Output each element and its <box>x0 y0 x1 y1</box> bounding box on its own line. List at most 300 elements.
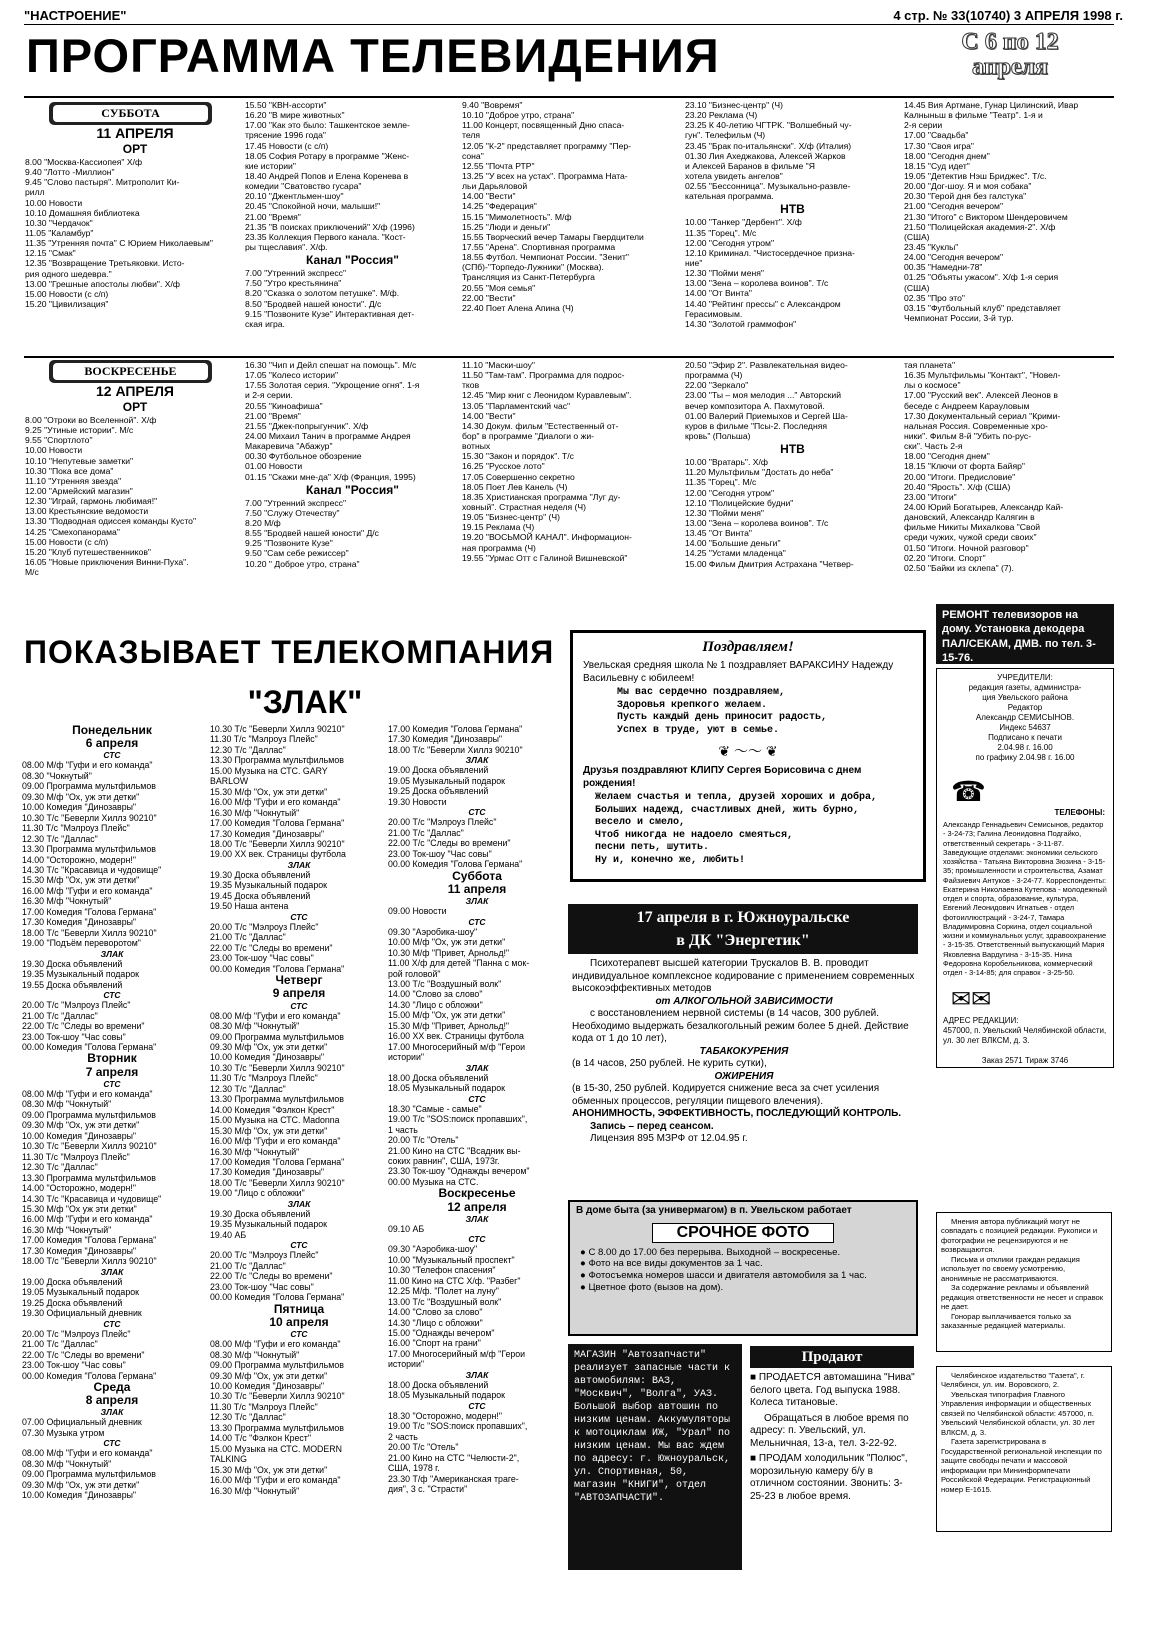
program-line: 08.00 М/ф "Гуфи и его команда" <box>210 1010 341 1021</box>
zlak-list <box>388 724 566 1495</box>
program-line: 00.00 Музыка на СТС. <box>388 1176 479 1187</box>
program-line: фильме Никиты Михалкова "Свой <box>904 522 1041 533</box>
program-line: Герасимовым. <box>685 308 743 319</box>
program-line: 23.20 Реклама (Ч) <box>685 110 758 121</box>
program-line: 01.00 Новости <box>245 461 303 472</box>
event-p3: (в 14 часов, 250 рублей. Не курить сутки), <box>572 1058 767 1069</box>
program-line: 10.00 Комедия "Динозавры" <box>22 1130 137 1141</box>
program-line: 9.50 "Сам себе режиссер" <box>245 548 349 559</box>
channel-label: ЗЛАК <box>287 859 311 870</box>
program-line: 18.35 Христианская программа "Луг ду- <box>462 491 621 502</box>
program-line: 20.55 "Киноафиша" <box>245 400 323 411</box>
program-line: США, 1978 г. <box>388 1463 440 1474</box>
day-heading: 9 апреля <box>272 986 326 1001</box>
channel-label: СТС <box>290 1000 308 1011</box>
program-line: соких равнин", США, 1973г. <box>388 1155 500 1166</box>
zlak-list <box>210 724 388 1496</box>
program-line: 02.35 "Про это" <box>904 292 965 303</box>
program-line: 16.30 М/ф "Чокнутый" <box>22 1224 112 1235</box>
program-line: 19.35 Музыкальный подарок <box>210 880 327 891</box>
program-line: 11.10 "Утренняя звезда" <box>25 475 122 486</box>
program-line: 8.50 "Бродвей нашей юности". Д/с <box>245 298 382 309</box>
program-line: 19.30 Официальный дневник <box>22 1308 142 1319</box>
program-line: 15.20 "Цивилизация" <box>25 298 109 309</box>
program-line: истории" <box>388 1359 424 1370</box>
program-list <box>25 415 245 577</box>
opinion-p1: Мнения автора публикаций могут не совпадать с позицией редакции. Рукописи и фотографии не рецензируются и не возвращаются. <box>941 1217 1098 1255</box>
program-line: 10.00 М/ф "Ох, уж эти детки" <box>388 937 506 948</box>
program-line: ская игра. <box>245 318 285 329</box>
program-line: 10.00 "Танкер "Дербент". Х/ф <box>685 217 802 228</box>
program-line: 13.00 "Грешные апостолы любви". Х/ф <box>25 278 180 289</box>
program-line: 00.00 Комедия "Голова Германа" <box>210 963 345 974</box>
program-line: 22.00 "Вести" <box>462 292 516 303</box>
program-line: 12.00 "Сегодня утром" <box>685 487 775 498</box>
program-line: 12.30 Т/с "Даллас" <box>210 744 286 755</box>
program-line: 08.30 "Чокнутый" <box>22 770 92 781</box>
program-line: 23.00 Ток-шоу "Час совы" <box>22 1031 126 1042</box>
program-line: 7.00 "Утренний экспресс" <box>245 268 346 279</box>
program-line: 9.55 "Спортлото" <box>25 435 93 446</box>
program-line: 17.00 Многосерийный м/ф "Герои <box>388 1348 526 1359</box>
program-line: 17.30 Комедия "Динозавры" <box>22 1245 137 1256</box>
program-line: 21.00 "Сегодня вечером" <box>904 201 1004 212</box>
program-line: 19.45 Доска объявлений <box>210 890 311 901</box>
program-line: 02.50 "Байки из склепа" (7). <box>904 562 1014 573</box>
program-line: льи Дарьяловой <box>462 181 528 192</box>
program-line: 14.00 "Слово за слово" <box>388 1307 483 1318</box>
program-line: 14.00 "Осторожно, модерн!" <box>22 854 136 865</box>
program-line: 20.40 "Ярость". Х/ф (США) <box>904 481 1011 492</box>
program-line: 7.50 "Служу Отечеству" <box>245 507 340 518</box>
program-line: 01.50 "Итоги. Ночной разговор" <box>904 542 1029 553</box>
program-line: 00.00 Комедия "Голова Германа" <box>22 1370 157 1381</box>
program-line: 24.00 Юрий Богатырев, Александр Кай- <box>904 501 1064 512</box>
sun-col-2 <box>245 360 460 569</box>
event-head-2: в ДК "Энергетик" <box>676 932 810 950</box>
program-line: 13.30 Программа мультфильмов <box>210 1422 344 1433</box>
sun-col-3 <box>462 360 682 563</box>
program-line: УЧРЕДИТЕЛИ: <box>997 673 1053 682</box>
program-line: 18.00 Т/с "Беверли Хиллз 90210" <box>210 1177 345 1188</box>
program-line: 15.30 М/ф "Ох, уж эти детки" <box>210 1125 328 1136</box>
program-line: 21.50 "Полицейская академия-2". Х/ф <box>904 221 1056 232</box>
program-line: среди чужих, чужой среди своих" <box>904 532 1037 543</box>
program-line: 23.00 Ток-шоу "Час совы" <box>388 848 492 859</box>
program-line: 18.00 Доска объявлений <box>388 1379 489 1390</box>
program-line: лы о космосе" <box>904 380 961 391</box>
program-line: 9.25 "Утиные истории". М/с <box>25 425 134 436</box>
program-line: 15.15 "Мимолетность". М/ф <box>462 211 572 222</box>
program-list <box>462 100 682 313</box>
program-line: 14.00 "Вести" <box>462 410 516 421</box>
day-heading: Четверг <box>275 973 323 988</box>
program-line: и Алексей Баранов в фильме "Я <box>685 160 815 171</box>
sat-col-5 <box>904 100 1114 323</box>
sale-item-2-text: ПРОДАМ холодильник "Полюс", морозильную камеру б/у в отличном состоянии. Звонить: 3-25-23 в любое время. <box>750 1453 908 1502</box>
program-line: 11.00 Х/ф для детей "Панна с мок- <box>388 958 530 969</box>
photo-intro: В доме быта (за универмагом) в п. Увельском работает <box>576 1205 852 1216</box>
program-line: 16.35 Мультфильмы "Контакт", "Новел- <box>904 370 1061 381</box>
address <box>937 1014 1113 1068</box>
channel-name: ОРТ <box>122 400 148 414</box>
program-list <box>245 498 460 569</box>
program-line: 19.35 Музыкальный подарок <box>22 969 139 980</box>
program-line: 9.40 "Вовремя" <box>462 100 523 110</box>
program-line: 22.40 Поет Алена Апина (Ч) <box>462 302 574 313</box>
program-line: 8.20 "Сказка о золотом петушке". М/ф. <box>245 288 400 299</box>
program-line: 18.05 Музыкальный подарок <box>388 1083 505 1094</box>
program-line: 18.30 "Самые - самые" <box>388 1103 482 1114</box>
program-line: 2 часть <box>388 1431 418 1442</box>
program-line: Калныньш в фильме "Театр". 1-я и <box>904 110 1043 121</box>
photo-ad <box>568 1200 918 1336</box>
program-line: вотных <box>462 441 491 452</box>
program-line: 14.40 "Рейтинг прессы" с Александром <box>685 298 841 309</box>
program-line: Здоровья крепкого желаем. <box>617 699 768 711</box>
program-line: 20.00 Т/с "Отель" <box>388 1442 459 1453</box>
program-line: программа (Ч) <box>685 370 743 381</box>
program-line: гун". Телефильм (Ч) <box>685 130 766 141</box>
program-line: 11.35 "Горец". М/с <box>685 227 757 238</box>
channel-label: СТС <box>468 1400 486 1411</box>
program-line: 10.00 Комедия "Динозавры" <box>210 1052 325 1063</box>
program-line: 16.30 "Чип и Дейл спешат на помощь". М/с <box>245 360 417 370</box>
publisher-box <box>936 1366 1112 1532</box>
day-heading: Среда <box>93 1379 131 1394</box>
program-line: хотела увидеть ангелов" <box>685 170 783 181</box>
program-line: 14.30 Т/с "Красавица и чудовище" <box>22 1193 162 1204</box>
day-band <box>49 102 212 125</box>
opinion-p2: Письма и отклики граждан редакция использует по своему усмотрению, анонимные не рассматриваются. <box>941 1254 1080 1283</box>
program-line: 23.25 К 40-летию ЧГТРК. "Волшебный чу- <box>685 120 852 131</box>
program-line: 08.00 М/ф "Гуфи и его команда" <box>210 1339 341 1350</box>
program-line: и 2-я серии. <box>245 390 293 401</box>
envelope-icon: ✉✉ <box>951 986 992 1014</box>
program-line: 23.00 Ток-шоу "Час совы" <box>22 1360 126 1371</box>
program-line: ники". Фильм 8-й "Убить по-рус- <box>904 430 1032 441</box>
program-line: бор" в программе "Диалоги о жи- <box>462 430 595 441</box>
program-line: 09.30 "Аэробика-шоу" <box>388 1244 478 1255</box>
program-line: 00.35 "Намедни-78" <box>904 262 983 273</box>
program-line: 14.30 "Лицо с обложки" <box>388 1317 483 1328</box>
founders <box>937 669 1113 763</box>
program-line: 16.00 М/ф "Гуфи и его команда" <box>22 885 153 896</box>
address-title: АДРЕС РЕДАКЦИИ: <box>943 1016 1019 1026</box>
program-line: 21.00 Т/с "Даллас" <box>388 827 464 838</box>
program-line: 14.30 Докум. фильм "Естественный от- <box>462 420 619 431</box>
program-line: 19.30 Доска объявлений <box>210 870 311 880</box>
program-line: 23.00 Ток-шоу "Час совы" <box>210 953 314 964</box>
program-line: 01.30 Лия Ахеджакова, Алексей Жарков <box>685 150 846 161</box>
program-line: 13.00 "Зена – королева воинов". Т/с <box>685 517 829 528</box>
program-line: 20.10 "Джентльмен-шоу" <box>245 191 344 202</box>
program-list <box>245 268 460 329</box>
day-heading: 7 апреля <box>85 1064 139 1079</box>
program-line: ние" <box>685 257 703 268</box>
program-line: 16.25 "Русское лото" <box>462 461 545 472</box>
program-line: 21.35 "В поисках приключений" Х/ф (1996) <box>245 221 415 232</box>
program-line: 09.30 М/ф "Ох, уж эти детки" <box>210 1042 328 1053</box>
program-line: 10.30 "Пока все дома" <box>25 465 114 476</box>
channel-label: СТС <box>290 1329 308 1340</box>
program-line: 19.30 Доска объявлений <box>210 1208 311 1219</box>
program-line: 07.00 Официальный дневник <box>22 1417 142 1428</box>
program-line: 22.00 Т/с "Следы во времени" <box>210 1271 333 1282</box>
bullet-item: ● Цветное фото (вызов на дом). <box>580 1282 724 1294</box>
program-line: 20.45 "Спокойной ночи, малыши!" <box>245 201 381 212</box>
program-line: 16.20 "В мире животных" <box>245 110 345 121</box>
program-line: 14.00 "Вести" <box>462 191 516 202</box>
program-line: 18.00 Доска объявлений <box>388 1072 489 1083</box>
event-header <box>568 904 918 954</box>
program-line: 00.00 Комедия "Голова Германа" <box>22 1042 157 1053</box>
program-line: 12.30 Т/с "Даллас" <box>22 1162 98 1173</box>
program-line: 2-я серии <box>904 120 943 131</box>
program-line: 09.30 М/ф "Ох, уж эти детки" <box>22 791 140 802</box>
program-line: Макаревича "Абажур" <box>245 441 333 452</box>
program-line: 11.05 "Каламбур" <box>25 227 94 238</box>
program-line: 12.45 "Мир книг с Леонидом Куравлевым". <box>462 390 632 401</box>
program-line: 20.00 Т/с "Мэлроуз Плейс" <box>210 1250 319 1261</box>
program-line: 11.10 "Маски-шоу" <box>462 360 535 370</box>
program-line: 19.25 Доска объявлений <box>22 1297 123 1308</box>
channel-label: СТС <box>468 807 486 818</box>
sat-col-2 <box>245 100 460 329</box>
program-line: 15.30 М/ф "Ох, уж эти детки" <box>22 875 140 886</box>
channel-label: СТС <box>103 990 121 1001</box>
program-line: 20.00 Т/с "Мэлроуз Плейс" <box>210 921 319 932</box>
program-line: Чемпионат России, 3-й тур. <box>904 312 1014 323</box>
program-line: 17.00 Комедия "Голова Германа" <box>22 906 157 917</box>
channel-label: СТС <box>468 916 486 927</box>
program-line: 09.00 Новости <box>388 906 447 917</box>
day-heading: 10 апреля <box>269 1314 329 1329</box>
program-line: 17.30 Комедия "Динозавры" <box>22 917 137 928</box>
program-line: 10.30 "Телефон спасения" <box>388 1265 496 1276</box>
program-line: 08.00 М/ф "Гуфи и его команда" <box>22 1448 153 1459</box>
program-line: 8.20 М/ф <box>245 517 281 528</box>
channel-label: СТС <box>103 1318 121 1329</box>
program-line: 10.30 Т/с "Беверли Хиллз 90210" <box>210 1391 345 1402</box>
program-line: 10.30 Т/с "Беверли Хиллз 90210" <box>210 1062 345 1073</box>
program-line: нальная Россия. Современные хро- <box>904 420 1048 431</box>
program-line: 2.04.98 г. 16.00 <box>997 743 1053 752</box>
program-line: 17.00 "Как это было: Ташкентское земле- <box>245 120 410 131</box>
sun-col-4 <box>685 360 900 569</box>
program-line: 10.00 Новости <box>25 445 83 456</box>
program-line: 21.00 Т/с "Даллас" <box>210 1260 286 1271</box>
program-line: 11.30 Т/с "Мэлроуз Плейс" <box>210 1073 318 1084</box>
program-line: 1 часть <box>388 1124 418 1135</box>
program-line: 10.00 Комедия "Динозавры" <box>22 1490 137 1501</box>
program-line: 17.00 "Свадьба" <box>904 130 969 141</box>
program-line: 09.00 Программа мультфильмов <box>210 1031 344 1042</box>
program-line: 14.30 Т/с "Красавица и чудовище" <box>22 865 162 876</box>
channel-name: Канал "Россия" <box>305 253 399 268</box>
program-line: Успех в труде, уют в семье. <box>617 724 780 736</box>
program-line: 14.45 Вия Артмане, Гунар Цилинский, Ивар <box>904 100 1079 110</box>
program-line: 19.35 Музыкальный подарок <box>210 1219 327 1230</box>
program-line: 24.00 Михаил Танич в программе Андрея <box>245 430 411 441</box>
program-line: 14.25 "Устами младенца" <box>685 548 786 559</box>
program-line: 12.10 "Полицейские будни" <box>685 497 794 508</box>
program-line: 18.00 "Сегодня днем" <box>904 451 990 462</box>
program-line: 17.45 Новости (с с/п) <box>245 140 329 151</box>
day-heading: Суббота <box>452 868 502 883</box>
program-line: Индекс 54637 <box>999 723 1051 732</box>
program-line: 12.10 Криминал. "Чистосердечное призна- <box>685 247 855 258</box>
program-line: 09.00 Программа мультфильмов <box>210 1360 344 1371</box>
program-line: 12.30 Т/с "Даллас" <box>210 1083 286 1094</box>
event-p6: Запись – перед сеансом. <box>590 1120 714 1132</box>
program-line: 22.00 "Зеркало" <box>685 380 749 391</box>
channel-label: ЗЛАК <box>287 1198 311 1209</box>
program-line: 14.30 "Лицо с обложки" <box>388 999 483 1010</box>
congrats-verse-2 <box>573 790 923 867</box>
program-line: 17.00 Многосерийный м/ф "Герои <box>388 1041 526 1052</box>
day-heading: 6 апреля <box>85 736 139 751</box>
rule-mid <box>24 356 1114 358</box>
program-line: 19.50 Наша антена <box>210 901 289 912</box>
program-line: кательная программа. <box>685 191 774 202</box>
program-line: 11.30 Т/с "Мэлроуз Плейс" <box>210 1401 318 1412</box>
channel-label: ЗЛАК <box>465 1213 489 1224</box>
program-line: 19.40 АБ <box>210 1229 247 1240</box>
event-head-1: 17 апреля в г. Южноуральске <box>636 909 850 926</box>
program-line: 09.30 М/ф "Ох, уж эти детки" <box>210 1370 328 1381</box>
section-name: "НАСТРОЕНИЕ" <box>24 8 127 23</box>
program-line: истории" <box>388 1052 424 1063</box>
sun-col-5 <box>904 360 1114 573</box>
sat-col-1 <box>25 102 245 309</box>
channel-label: ЗЛАК <box>465 755 489 766</box>
opinion-box <box>936 1212 1112 1352</box>
program-line: 17.00 Комедия "Голова Германа" <box>22 1235 157 1246</box>
program-line: 01.25 "Объяты ужасом". Х/ф 1-я серия <box>904 272 1059 283</box>
program-line: 12.30 "Играй, гармонь любимая!" <box>25 496 158 507</box>
program-line: 14.00 "От Винта" <box>685 288 752 299</box>
program-line: Пусть каждый день приносит радость, <box>617 712 828 723</box>
program-line: 19.00 ХХ век. Страницы футбола <box>210 849 346 860</box>
program-line: 17.30 Комедия "Динозавры" <box>210 1167 325 1178</box>
program-line: 19.00 Доска объявлений <box>22 1276 123 1287</box>
program-line: 7.50 "Утро крестьянина" <box>245 278 342 289</box>
congrats-text-2: Друзья поздравляют КЛИПУ Сергея Борисовича с днем рождения! <box>583 765 862 789</box>
channel-label: СТС <box>468 1093 486 1104</box>
program-line: 13.05 "Парламентский час" <box>462 400 571 411</box>
channel-label: СТС <box>468 1234 486 1245</box>
day-heading: 8 апреля <box>85 1393 139 1408</box>
program-line: дия", 3 с. "Страсти" <box>388 1484 468 1495</box>
program-line: 20.00 Т/с "Мэлроуз Плейс" <box>388 817 497 828</box>
program-line: 14.00 "Осторожно, модерн!" <box>22 1183 136 1194</box>
program-line: 15.00 М/ф "Ох, уж эти детки" <box>388 1010 506 1021</box>
program-line: 00.00 Комедия "Голова Германа" <box>210 1292 345 1303</box>
program-line: 10.00 Комедия "Динозавры" <box>22 802 137 813</box>
event-p2: с восстановлением нервной системы (в 14 часов, 300 рублей. Необходимо выдержать безалкогольный режим более 5 дней. Действие кода от 1 до 10 лет), <box>572 1008 909 1044</box>
program-line: 14.00 "Слово за слово" <box>388 989 483 1000</box>
program-line: 8.00 "Москва-Кассиопея" Х/ф <box>25 157 143 167</box>
program-line: 23.00 Ток-шоу "Час совы" <box>210 1281 314 1292</box>
program-line: 20.00 "Дог-шоу. Я и моя собака" <box>904 181 1032 192</box>
program-line: 01.00 Валерий Приемыхов и Сергей Ша- <box>685 410 848 421</box>
program-line: 16.30 М/ф "Чокнутый" <box>210 1146 300 1157</box>
program-line: дановский, Александр Калягин в <box>904 512 1035 523</box>
day-heading: Пятница <box>273 1301 325 1316</box>
program-line: 14.00 Т/с "Фэлкон Крест" <box>210 1433 311 1444</box>
program-line: 10.00 "Вратарь". Х/ф <box>685 457 768 468</box>
program-line: 19.05 "Детектив Нэш Бриджес". Т/с. <box>904 170 1047 181</box>
program-line: 21.00 Т/с "Даллас" <box>22 1010 98 1021</box>
event-body <box>572 958 916 1146</box>
program-line: 11.50 "Там-там". Программа для подрос- <box>462 370 625 381</box>
channel-name: НТВ <box>780 442 805 457</box>
program-line: 23.35 Коллекция Первого канала. "Кост- <box>245 231 406 242</box>
program-line: 10.30 Т/с "Беверли Хиллз 90210" <box>210 724 345 734</box>
program-line: 12.55 "Почта РТР" <box>462 160 535 171</box>
date-heading: 12 АПРЕЛЯ <box>95 383 174 399</box>
program-line: 17.00 Комедия "Голова Германа" <box>210 1157 345 1168</box>
program-line: 10.10 "Доброе утро, страна" <box>462 110 575 121</box>
program-line: 19.05 Музыкальный подарок <box>22 1287 139 1298</box>
program-line: 8.55 "Бродвей нашей юности" Д/с <box>245 528 379 539</box>
program-line: 08.00 М/ф "Гуфи и его команда" <box>22 1088 153 1099</box>
program-line: 23.00 "Итоги" <box>904 491 957 502</box>
program-line: 15.00 Музыка на СТС. Madonna <box>210 1115 340 1126</box>
program-line: (США) <box>904 282 930 293</box>
program-line: 11.20 Мультфильм "Достать до неба" <box>685 467 834 478</box>
channel-label: СТС <box>103 750 121 761</box>
channel-name: Канал "Россия" <box>305 482 399 497</box>
program-line: 13.30 "Подводная одиссея команды Кусто" <box>25 516 197 527</box>
program-line: 18.55 Футбол. Чемпионат России. "Зенит" <box>462 252 629 263</box>
program-line: 16.00 М/ф "Гуфи и его команда" <box>22 1214 153 1225</box>
opinion-p3: За содержание рекламы и объявлений редакция ответственности не несет и справок не дает. <box>941 1283 1104 1312</box>
program-line: 19.30 Доска объявлений <box>22 958 123 969</box>
program-line: 17.55 "Арена". Спортивная программа <box>462 241 616 252</box>
event-p4: (в 15-30, 250 рублей. Кодируется снижение веса за счет усиления обменных процессов, регуляции пищевого влечения). <box>572 1083 880 1107</box>
program-line: 19.20 "ВОСЬМОЙ КАНАЛ". Информацион- <box>462 532 632 543</box>
program-line: 24.00 "Сегодня вечером" <box>904 252 1004 263</box>
program-line: 09.00 Программа мультфильмов <box>22 1109 156 1120</box>
program-line: 21.00 Кино на СТС "Всадник вы- <box>388 1145 521 1156</box>
day-heading: 11 апреля <box>447 881 507 896</box>
program-line: 18.00 Т/с "Беверли Хиллз 90210" <box>22 927 157 938</box>
program-line: 19.00 "Подъём переворотом" <box>22 938 141 949</box>
channel-label: СТС <box>290 1240 308 1251</box>
program-line: 18.00 Т/с "Беверли Хиллз 90210" <box>388 744 523 755</box>
program-line: 13.25 "У всех на устах". Программа Ната- <box>462 170 628 181</box>
program-line: 23.30 Ток-шоу "Однажды вечером" <box>388 1166 530 1177</box>
program-line: 18.05 Поет Лев Канель (Ч) <box>462 481 568 492</box>
program-list <box>25 157 245 309</box>
channel-label: ЗЛАК <box>465 896 489 907</box>
program-line: TALKING <box>210 1454 247 1465</box>
day-heading: Понедельник <box>72 724 152 737</box>
publisher-p1: Челябинское издательство "Газета", г. Челябинск, ул. им. Воровского, 2. <box>941 1371 1085 1390</box>
sale-item-1-text: ПРОДАЕТСЯ автомашина "Нива" белого цвета. Год выпуска 1988. Колеса титановые. <box>750 1372 915 1408</box>
day-band <box>49 360 212 383</box>
program-line: 03.15 "Футбольный клуб" представляет <box>904 302 1061 313</box>
zlak-title: ПОКАЗЫВАЕТ ТЕЛЕКОМПАНИЯ <box>24 634 555 670</box>
program-line: 23.45 "Куклы" <box>904 241 959 252</box>
program-line: 15.00 "Однажды вечером" <box>388 1328 495 1339</box>
program-line: 14.25 "Федерация" <box>462 201 537 212</box>
sale-item-1b: Обращаться в любое время по адресу: п. Увельский, ул. Мельничная, 13-а, тел. 3-22-92. <box>750 1412 909 1449</box>
program-line: весело и смело, <box>595 817 686 828</box>
sat-col-4 <box>685 100 900 329</box>
